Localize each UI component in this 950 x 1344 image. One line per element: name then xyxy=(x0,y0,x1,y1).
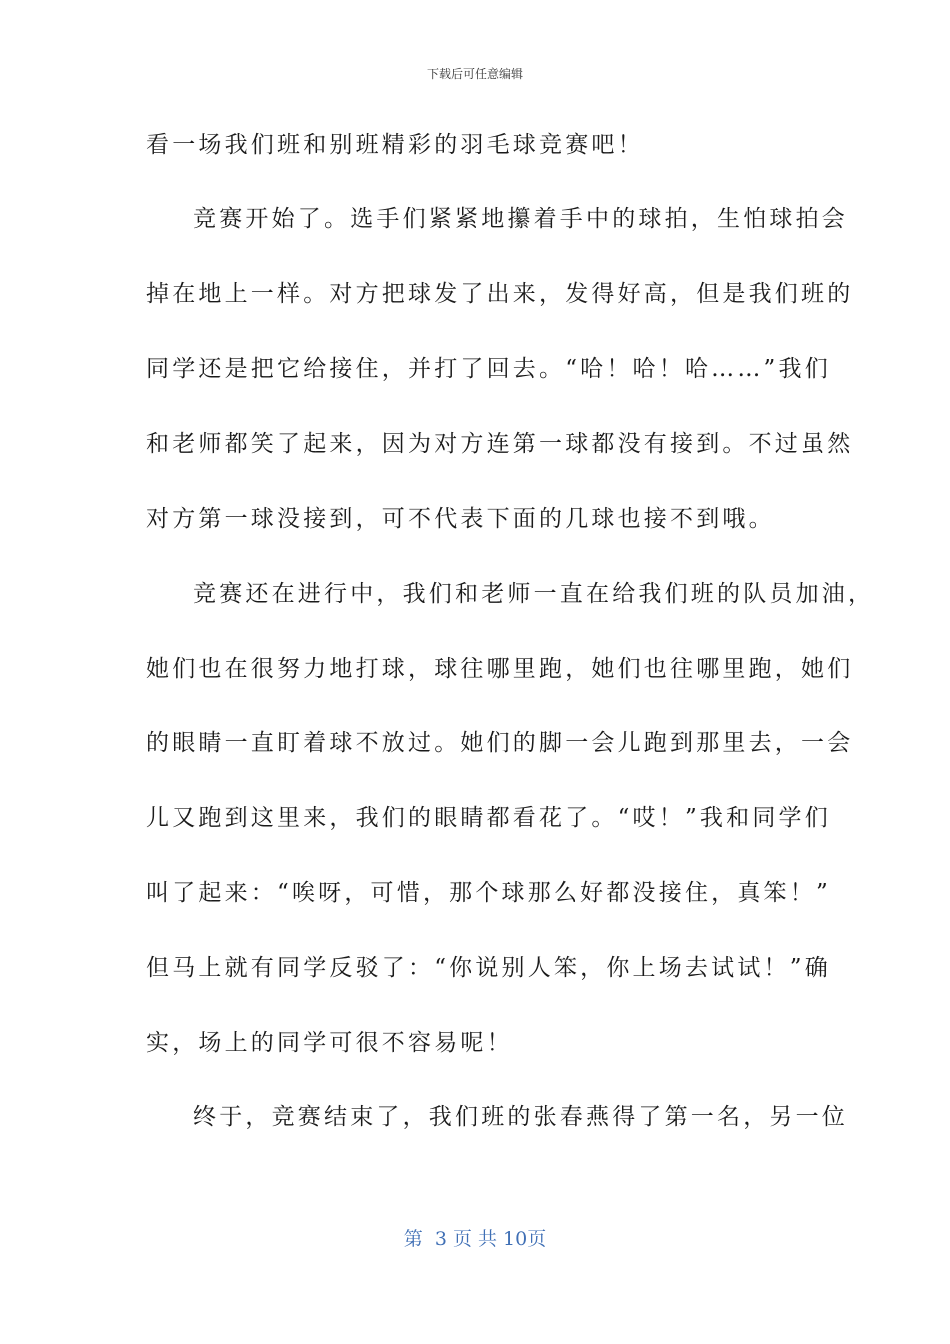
paragraph-line: 竞赛开始了。选手们紧紧地攥着手中的球拍，生怕球拍会 xyxy=(193,206,848,232)
paragraph-line: 同学还是把它给接住，并打了回去。“哈！哈！哈……”我们 xyxy=(146,356,831,382)
paragraph-line: 实，场上的同学可很不容易呢！ xyxy=(146,1030,513,1056)
paragraph-line: 看一场我们班和别班精彩的羽毛球竞赛吧！ xyxy=(146,132,644,158)
paragraph-line: 终于，竞赛结束了，我们班的张春燕得了第一名，另一位 xyxy=(193,1104,848,1130)
paragraph-line: 她们也在很努力地打球，球往哪里跑，她们也往哪里跑，她们 xyxy=(146,656,854,682)
page-header: 下载后可任意编辑 xyxy=(426,67,523,81)
paragraph-line: 叫了起来：“唉呀，可惜，那个球那么好都没接住，真笨！” xyxy=(146,880,831,906)
paragraph-line: 和老师都笑了起来，因为对方连第一球都没有接到。不过虽然 xyxy=(146,431,854,457)
paragraph-line: 的眼睛一直盯着球不放过。她们的脚一会儿跑到那里去，一会 xyxy=(146,730,854,756)
paragraph-line: 掉在地上一样。对方把球发了出来，发得好高，但是我们班的 xyxy=(146,281,854,307)
paragraph-line: 但马上就有同学反驳了：“你说别人笨，你上场去试试！”确 xyxy=(146,955,831,981)
paragraph-line: 竞赛还在进行中，我们和老师一直在给我们班的队员加油， xyxy=(193,581,875,607)
paragraph-line: 儿又跑到这里来，我们的眼睛都看花了。“哎！”我和同学们 xyxy=(146,805,831,831)
paragraph-line: 对方第一球没接到，可不代表下面的几球也接不到哦。 xyxy=(146,506,775,532)
page-number-footer: 第 3 页 共 10页 xyxy=(403,1228,547,1250)
